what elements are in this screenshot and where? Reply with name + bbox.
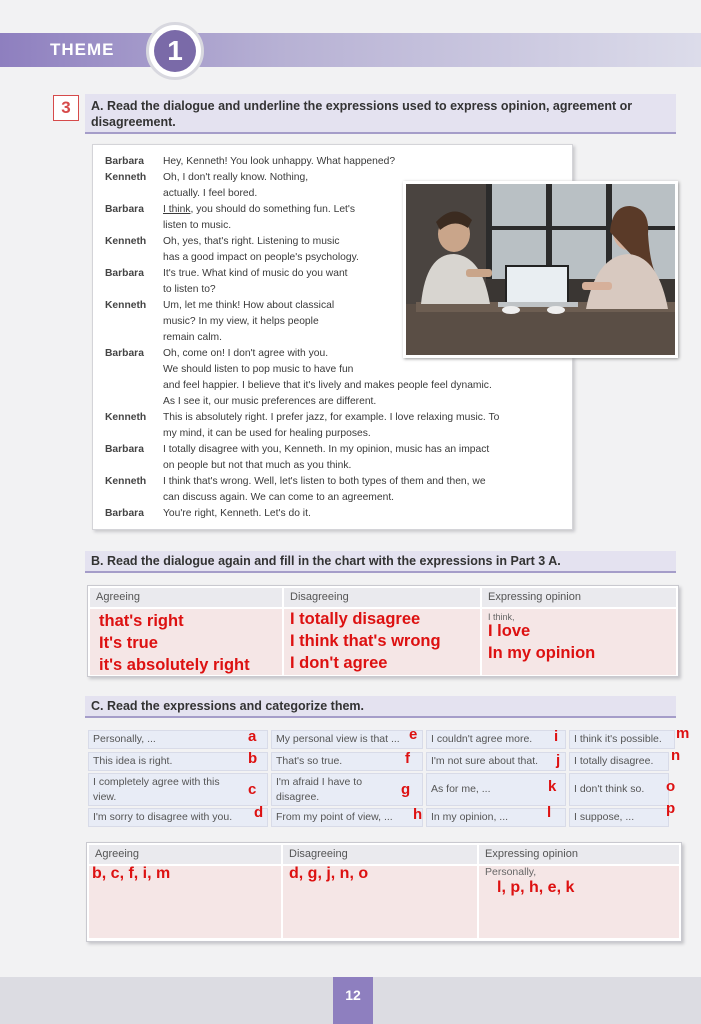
speech: can discuss again. We can come to an agreement.: [163, 492, 395, 503]
chart-c-header-agreeing: Agreeing: [89, 845, 281, 864]
speech: You're right, Kenneth. Let's do it.: [163, 508, 311, 519]
speaker: Kenneth: [105, 236, 147, 247]
speech: Oh, come on! I don't agree with you.: [163, 348, 329, 359]
speech: It's true. What kind of music do you want: [163, 268, 348, 279]
speaker: Barbara: [105, 444, 144, 455]
expression-j: I'm not sure about that.: [426, 752, 566, 771]
expression-letter: b: [248, 750, 258, 767]
speaker: Barbara: [105, 348, 144, 359]
cafe-photo: [403, 181, 678, 358]
chart-c-header-opinion: Expressing opinion: [479, 845, 679, 864]
page-number: 12: [333, 977, 373, 1024]
section-b-instruction: B. Read the dialogue again and fill in the chart with the expressions in Part 3 A.: [85, 551, 676, 573]
theme-label: THEME: [50, 40, 115, 59]
chart-c-header-disagreeing: Disagreeing: [283, 845, 477, 864]
expression-letter: e: [409, 726, 418, 743]
speech: I think that's wrong. Well, let's listen to both types of them and then, we: [163, 476, 486, 487]
section-c-instruction: C. Read the expressions and categorize them.: [85, 696, 676, 718]
expression-letter: o: [666, 778, 676, 795]
expression-letter: p: [666, 800, 676, 817]
speech: Hey, Kenneth! You look unhappy. What happened?: [163, 156, 396, 167]
speaker: Kenneth: [105, 476, 147, 487]
speech: Oh, yes, that's right. Listening to music: [163, 236, 340, 247]
answer-agreeing: that's right: [99, 612, 184, 630]
expression-letter: d: [254, 804, 264, 821]
speaker: Kenneth: [105, 412, 147, 423]
expression-letter: m: [676, 725, 690, 742]
printed-opinion-example: Personally,: [485, 866, 537, 878]
speech: As I see it, our music preferences are different.: [163, 396, 377, 407]
expression-l: In my opinion, ...: [426, 808, 566, 827]
expression-o: I don't think so.: [569, 773, 669, 806]
answer-opinion: In my opinion: [488, 644, 596, 662]
answer-disagreeing: I totally disagree: [290, 610, 421, 628]
expression-a: Personally, ...: [88, 730, 268, 749]
expression-b: This idea is right.: [88, 752, 268, 771]
expression-letter: i: [554, 728, 559, 745]
exercise-number: 3: [53, 95, 79, 121]
section-a-instruction: A. Read the dialogue and underline the expressions used to express opinion, agreement or disagreement.: [85, 94, 676, 134]
expression-k: As for me, ...: [426, 773, 566, 806]
expression-letter: c: [248, 781, 257, 798]
speaker: Kenneth: [105, 172, 147, 183]
answer-disagreeing: I don't agree: [290, 654, 388, 672]
expression-letter: g: [401, 781, 411, 798]
speech: music? In my view, it helps people: [163, 316, 319, 327]
expression-m: I think it's possible.: [569, 730, 675, 749]
expression-f: That's so true.: [271, 752, 423, 771]
speaker: Barbara: [105, 268, 144, 279]
expression-p: I suppose, ...: [569, 808, 669, 827]
speech: actually. I feel bored.: [163, 188, 258, 199]
speech: my mind, it can be used for healing purposes.: [163, 428, 371, 439]
expression-letter: l: [547, 804, 552, 821]
expression-e: My personal view is that ...: [271, 730, 423, 749]
speech: We should listen to pop music to have fun: [163, 364, 354, 375]
expression-letter: f: [405, 750, 410, 767]
speech: listen to music.: [163, 220, 232, 231]
expression-n: I totally disagree.: [569, 752, 669, 771]
expression-i: I couldn't agree more.: [426, 730, 566, 749]
chart-c: [86, 842, 682, 942]
chart-b-header-agreeing: Agreeing: [90, 588, 282, 607]
underlined-expression: I think: [163, 204, 191, 215]
answer-disagreeing: d, g, j, n, o: [289, 865, 369, 882]
speech: [163, 202, 355, 218]
speech: Oh, I don't really know. Nothing,: [163, 172, 309, 183]
speaker: Barbara: [105, 204, 144, 215]
speech: I totally disagree with you, Kenneth. In my opinion, music has an impact: [163, 444, 490, 455]
answer-agreeing: it's absolutely right: [99, 656, 250, 674]
answer-agreeing: It's true: [99, 634, 158, 652]
answer-opinion: l, p, h, e, k: [497, 879, 575, 896]
expression-text: I'm afraid I have to disagree.: [276, 776, 363, 803]
speech: Um, let me think! How about classical: [163, 300, 335, 311]
expression-letter: a: [248, 728, 257, 745]
expression-text: I completely agree with this view.: [93, 776, 220, 803]
speech: and feel happier. I believe that it's lively and makes people feel dynamic.: [163, 380, 492, 391]
chart-b-header-disagreeing: Disagreeing: [284, 588, 480, 607]
printed-opinion-example: I think,: [488, 612, 515, 622]
expression-letter: j: [556, 752, 561, 769]
speech: to listen to?: [163, 284, 216, 295]
speech: has a good impact on people's psychology.: [163, 252, 359, 263]
speech: This is absolutely right. I prefer jazz, for example. I love relaxing music. To: [163, 412, 500, 423]
expression-h: From my point of view, ...: [271, 808, 423, 827]
answer-disagreeing: I think that's wrong: [290, 632, 441, 650]
expression-letter: h: [413, 806, 423, 823]
speech-rest: , you should do something fun. Let's: [190, 204, 356, 215]
speaker: Barbara: [105, 156, 144, 167]
speaker: Barbara: [105, 508, 144, 519]
expression-d: I'm sorry to disagree with you.: [88, 808, 268, 827]
answer-agreeing: b, c, f, i, m: [92, 865, 171, 882]
expression-letter: k: [548, 778, 557, 795]
expression-letter: n: [671, 747, 681, 764]
speech: remain calm.: [163, 332, 222, 343]
answer-opinion: I love: [488, 622, 531, 640]
expression-c: [88, 773, 268, 806]
chart-b-header-opinion: Expressing opinion: [482, 588, 676, 607]
theme-number: 1: [154, 30, 196, 72]
speech: on people but not that much as you think.: [163, 460, 352, 471]
speaker: Kenneth: [105, 300, 147, 311]
chart-b: [87, 585, 679, 677]
cafe-photo-illustration: [406, 184, 675, 355]
